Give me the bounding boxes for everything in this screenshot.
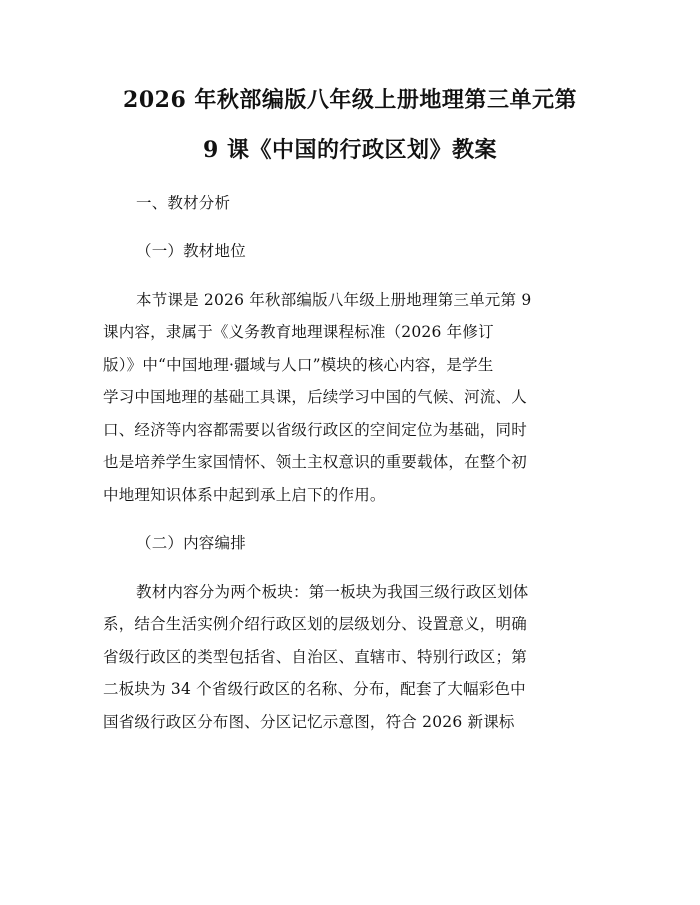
subsection-heading-content-arrangement: （二）内容编排 [136, 534, 246, 552]
paragraph-1-line: 学习中国地理的基础工具课，后续学习中国的气候、河流、人 [103, 388, 527, 406]
paragraph-2-line: 系，结合生活实例介绍行政区划的层级划分、设置意义，明确 [103, 615, 527, 633]
document-title-line-1: 2026 年秋部编版八年级上册地理第三单元第 [123, 87, 577, 113]
paragraph-1-line: 版）》中“中国地理·疆域与人口”模块的核心内容，是学生 [103, 356, 494, 374]
paragraph-1-line: 本节课是 2026 年秋部编版八年级上册地理第三单元第 9 [136, 291, 532, 309]
paragraph-1-line: 口、经济等内容都需要以省级行政区的空间定位为基础，同时 [103, 421, 527, 439]
section-heading-teaching-analysis: 一、教材分析 [136, 194, 231, 212]
paragraph-1-line: 中地理知识体系中起到承上启下的作用。 [103, 486, 386, 504]
paragraph-1-line: 也是培养学生家国情怀、领土主权意识的重要载体，在整个初 [103, 453, 527, 471]
paragraph-2-line: 二板块为 34 个省级行政区的名称、分布，配套了大幅彩色中 [103, 680, 526, 698]
document-title-line-2: 9 课《中国的行政区划》教案 [203, 137, 497, 163]
paragraph-2-line: 国省级行政区分布图、分区记忆示意图，符合 2026 新课标 [103, 713, 515, 731]
paragraph-2-line: 省级行政区的类型包括省、自治区、直辖市、特别行政区；第 [103, 648, 527, 666]
paragraph-2-line: 教材内容分为两个板块：第一板块为我国三级行政区划体 [136, 583, 529, 601]
subsection-heading-position: （一）教材地位 [136, 242, 246, 260]
paragraph-1-line: 课内容，隶属于《义务教育地理课程标准（2026 年修订 [103, 323, 494, 341]
